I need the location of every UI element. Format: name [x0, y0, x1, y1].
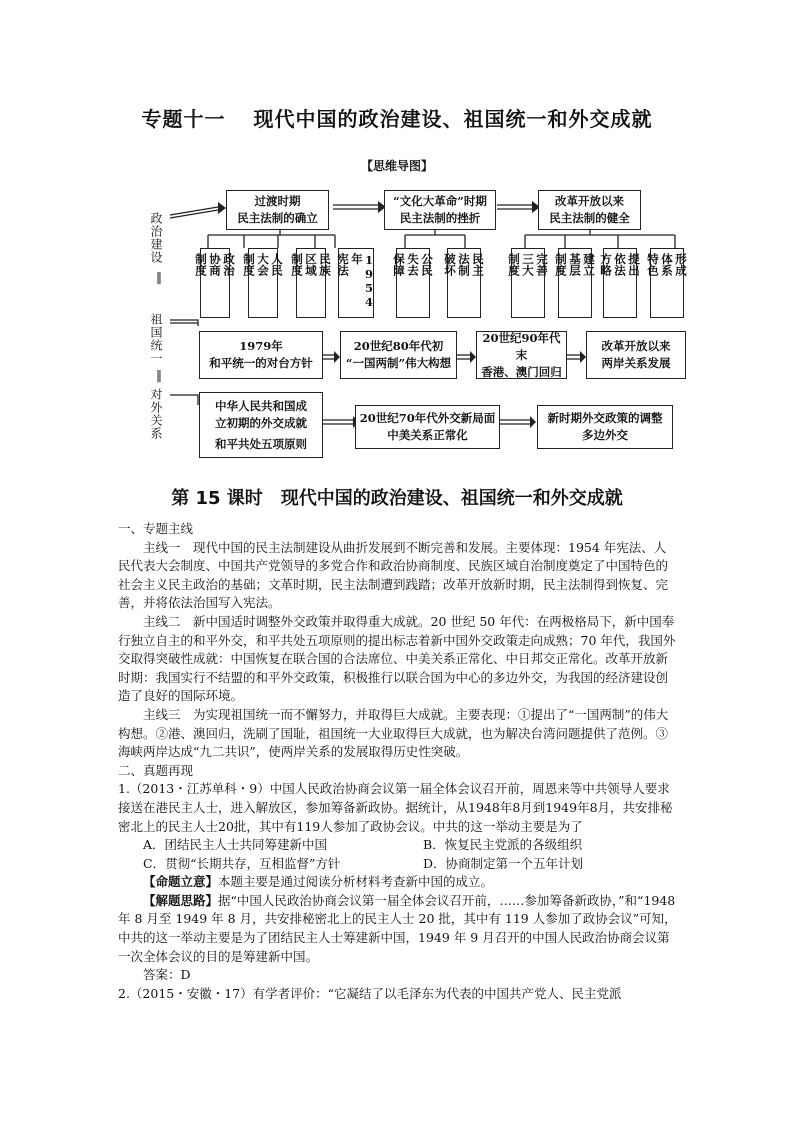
col: 制度: [194, 253, 208, 276]
box-line: 民主法制的确立: [237, 211, 318, 225]
side-label-sep2: ‖: [152, 368, 166, 383]
side-label-politics: 政治建设: [149, 212, 163, 264]
box-line: 民主法制的健全: [549, 211, 630, 225]
sub-political-consultation: [194, 248, 236, 318]
col: 制度: [242, 253, 256, 276]
intent-paragraph: [118, 873, 678, 892]
col: 人民: [270, 253, 284, 276]
col: 制度: [554, 253, 568, 276]
box-line: 20世纪70年代外交新局面: [359, 411, 496, 425]
box-line: “一国两制”伟大构想: [345, 356, 452, 370]
box-line: 1979年: [239, 339, 283, 353]
side-label-foreign: 对外关系: [149, 388, 163, 440]
sub-npc-system: [242, 248, 284, 318]
col: 协商: [208, 253, 222, 276]
side-label-sep1: ‖: [152, 270, 166, 285]
col: 政治: [222, 253, 236, 276]
box-line: 多边外交: [582, 428, 628, 442]
col: 制度: [507, 253, 521, 276]
col: 制度: [290, 253, 304, 276]
box-line: 两岸关系发展: [601, 356, 671, 370]
question-2: 2.（2015・安徽・17）有学者评价：“它凝结了以毛泽东为代表的中国共产党人、民主党派: [118, 985, 622, 1001]
box-line: 中华人民共和国成: [215, 398, 307, 413]
title-part2: 现代中国的政治建设、祖国统一和外交成就: [253, 107, 653, 131]
col: 失去: [406, 253, 420, 276]
option-a: A．团结民主人士共同筹建新中国: [143, 837, 328, 853]
box-line: “文化大革命”时期: [393, 194, 487, 208]
col: 公民: [420, 253, 434, 276]
col: 建立: [582, 253, 596, 276]
box-1970s-diplomacy: [355, 405, 500, 449]
sub-ethnic-autonomy: [290, 248, 332, 318]
col: 法制: [457, 253, 471, 276]
col: 保障: [392, 253, 406, 276]
box-line: 香港、澳门回归: [481, 364, 562, 379]
box-1979-taiwan-policy: [199, 331, 323, 379]
answer: 答案：D: [143, 967, 191, 983]
col: 特色: [646, 253, 660, 276]
mainline-3: 主线三 为实现祖国统一而不懈努力，并取得巨大成就。主要表现：①提出了“一国两制”的伟大构想。②港、澳回归，洗刷了国耻，祖国统一大业取得巨大成就，也为解决台湾问题提供了范例。③海峡两岸达成“九二共识”，使两岸关系的发展取得历史性突破。: [118, 706, 669, 760]
mainline-1: 主线一 现代中国的民主法制建设从曲折发展到不断完善和发展。主要体现：1954 年宪法、人民代表大会制度、中国共产党领导的多党合作和政治协商制度、民族区域自治制度奠定了中国特色的社会主义民主政治的基础；文革时期，民主法制遭到践踏；改革开放新时期，民主法制得到恢复、完善，并将依法治国写入宪法。: [118, 539, 669, 611]
box-line: 20世纪80年代初: [353, 339, 444, 353]
col: 体系: [660, 253, 674, 276]
col: 完善: [535, 253, 549, 276]
options-row-2: [118, 855, 678, 874]
box-cross-strait-relations: [586, 331, 686, 379]
option-d: D．协商制定第一个五年计划: [423, 855, 584, 871]
options-row-1: [118, 836, 678, 855]
col: 破坏: [443, 253, 457, 276]
box-early-prc-diplomacy: [199, 392, 323, 458]
sub-1954-constitution: [338, 248, 374, 318]
box-transition-period: [226, 190, 329, 230]
sub-improve-three-systems: [507, 248, 549, 318]
mindmap-heading: 【思维导图】: [360, 159, 433, 173]
col: 依法: [613, 253, 627, 276]
idea-text: 据“中国人民政治协商会议第一届全体会议召开前，……参加筹备新政协，”和“1948 年 8 月至 1949 年 8 月，共安排秘密北上的民主人士 20 批，其中有 119 人参加了政协会议”可知，中共的这一举动主要是为了团结民主人士筹建新中国，1949 年 9 月召开的中国人民政治协商会议第一次全体会议的目的是筹建新中国。: [118, 892, 677, 964]
idea-tag: 【解题思路】: [143, 892, 219, 908]
sub-law-destroyed: [443, 248, 485, 318]
box-line: 和平共处五项原则: [215, 436, 307, 451]
lesson-title: 第 15 课时 现代中国的政治建设、祖国统一和外交成就: [171, 488, 623, 509]
section1-heading: 一、专题主线: [118, 521, 194, 536]
title-part1: 专题十一: [141, 107, 226, 131]
box-line: 新时期外交政策的调整: [547, 411, 663, 425]
sub-rights-lost: [392, 248, 434, 318]
col: 提出: [627, 253, 641, 276]
box-line: 和平统一的对台方针: [209, 356, 313, 370]
option-c: C．贯彻“长期共存，互相监督”方针: [143, 855, 341, 871]
box-line: 过渡时期: [254, 194, 301, 208]
col: 宪法: [336, 253, 350, 276]
col: 基层: [568, 253, 582, 276]
col: 民族: [318, 253, 332, 276]
sub-legal-system: [646, 248, 688, 318]
box-line: 民主法制的挫折: [399, 211, 481, 225]
col: 区域: [304, 253, 318, 276]
box-line: 中美关系正常化: [387, 428, 468, 442]
col: 1954年: [350, 253, 376, 309]
body-text: [118, 520, 678, 1003]
sub-rule-of-law: [599, 248, 641, 318]
box-line: 立初期的外交成就: [215, 415, 307, 430]
box-line: 改革开放以来: [555, 194, 624, 208]
col: 大会: [256, 253, 270, 276]
col: 方略: [599, 253, 613, 276]
box-line: 20世纪90年代末: [482, 330, 561, 362]
col: 民主: [471, 253, 485, 276]
intent-tag: 【命题立意】: [143, 874, 219, 890]
col: 三大: [521, 253, 535, 276]
sub-grassroots-democracy: [554, 248, 596, 318]
box-one-country-two-systems: [340, 331, 457, 379]
box-line: 改革开放以来: [601, 339, 671, 353]
col: 形成: [674, 253, 688, 276]
page-title: [0, 103, 794, 132]
section2-heading: 二、真题再现: [118, 762, 194, 778]
side-label-unity: 祖国统一: [149, 313, 163, 365]
box-cultural-revolution: [384, 190, 496, 230]
option-b: B．恢复民主党派的各级组织: [423, 837, 583, 853]
box-new-era-diplomacy: [537, 405, 673, 449]
mainline-2: 主线二 新中国适时调整外交政策并取得重大成就。20 世纪 50 年代：在两极格局下，新中国奉行独立自主的和平外交，和平共处五项原则的提出标志着新中国外交政策走向成熟；70 年代，我国外交取得突破性成就：中国恢复在联合国的合法席位、中美关系正常化、中日邦交正常化。改革开放新时期：我国实行不结盟的和平外交政策，积极推行以联合国为中心的多边外交，为我国的经济建设创造了良好的国际环境。: [118, 613, 676, 704]
question-1: 1.（2013・江苏单科・9）中国人民政治协商会议第一届全体会议召开前，周恩来等中共领导人要求接送在港民主人士，进入解放区，参加筹备新政协。据统计，从1948年8月到1949年8月，共安排秘密北上的民主人士20批，其中有119人参加了政协会议。中共的这一举动主要是为了: [118, 781, 673, 834]
box-hk-macau-return: [476, 331, 567, 379]
idea-paragraph: [118, 892, 678, 966]
box-reform-era: [538, 190, 641, 230]
intent-text: 本题主要是通过阅读分析材料考查新中国的成立。: [218, 874, 494, 890]
